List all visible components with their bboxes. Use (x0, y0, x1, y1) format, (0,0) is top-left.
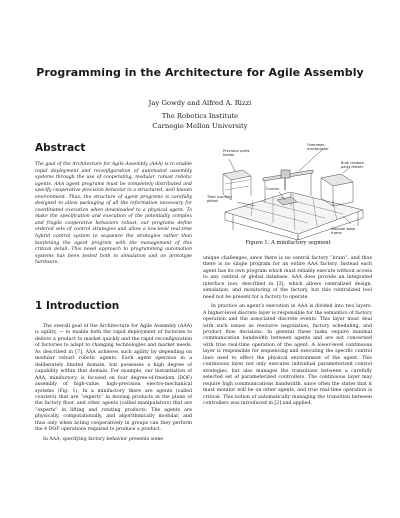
intro-paragraph-1: The overall goal of the Architecture for Agile Assembly (AAA) is agility, — to enable both the rapid deployment of factories to deliver a product to market quickly and the rapid reconfiguration of factories to adapt to changing technologies and market needs. As described in [7], AAA achieves such agility by depending on modular robust robotic agents. Each agent operates in a deliberately limited domain, but possesses a high degree of capability within that domain. For example, our instantiation of AAA, minifactory, is focused on four degree-of-freedom (DOF) assembly of high-value, high-precision electro-mechanical systems (Fig. 1). In a minifactory there are agents (called couriers) that are “experts” in moving products in the plane of the factory floor, and other agents (called manipulators) that are “experts” in lifting and rotating products. The agents are physically, computationally, and algorithmically modular, and thus only when acting cooperatively in groups can they perform the 4 DOF operations required to produce a product. (35, 324, 192, 433)
abstract-heading: Abstract (35, 142, 86, 154)
label-bulk-random-parts-feeder: Bulk random parts feeder (341, 161, 364, 170)
label-overhead-manipulator: Overhead manipulator (307, 143, 329, 152)
label-precision-parts-feeder: Precision parts feeder (223, 149, 250, 158)
label-courier: Courier (266, 187, 280, 191)
minifactory-figure (203, 140, 373, 240)
right-paragraph-1: unique challenges, since there is no central factory “brain”, and thus there is no single program for an entire AAA factory. Instead each agent has its own program which must reliably execute without access to any central or global database. AAA does provide an integrated interface tool, described in [3], which allows centralized design, simulation, and monitoring of the factory, but this centralized tool need not be present for a factory to operate. (203, 256, 372, 300)
author-university: Carnegie Mellon University (152, 122, 248, 130)
author-institution: The Robotics Institute (161, 112, 239, 120)
right-paragraph-2: In practice an agent’s execution in AAA is divided into two layers. A higher-level discrete layer is responsible for the semantics of factory operation and the associated discrete events. This layer must deal with such issues as resource negotiation, factory scheduling, and product flow decisions. In general these tasks require minimal communication bandwidth between agents and are not concerned with true real-time operation of the agent. A lower-level continuous layer is responsible for sequencing and executing the specific control laws used to effect the physical environment of the agent. This continuous layer not only executes individual parameterized control strategies, but also manages the transitions between a carefully selected set of parameterized controllers. The continuous layer may require high communications bandwidth, since often the states that it must monitor will be on other agents, and true real-time operation is critical. This notion of automatically managing the transition between controllers was introduced in [2] and applied, (203, 304, 372, 406)
abstract-text: The goal of the Architecture for Agile Assembly (AAA) is to enable rapid deployment and reconfiguration of automated assembly systems through the use of cooperating, modular, robust robotic agents. AAA agent programs must be completely distributed and specify cooperative precision behavior in a structured, well known environment. Thus, the structure of agent programs is carefully designed to allow packaging of all the information necessary for coordinated execution when downloaded to a physical agent. To make the specification and execution of the potentially complex and fragile cooperative behaviors robust, our programs define ordered sets of control strategies and allow a low-level real-time hybrid control system to sequence the strategies rather than burdening the agent program with the management of this critical detail. This novel approach to programming automation systems has been tested both in simulation and on prototype hardware. (35, 162, 192, 266)
figure-caption: Figure 1: A minifactory segment (245, 240, 331, 246)
introduction-column (35, 324, 192, 443)
introduction-heading: 1 Introduction (35, 300, 120, 312)
label-modular-base-frame: Modular base frame (331, 227, 356, 236)
right-column (203, 256, 372, 407)
paper-title: Programming in the Architecture for Agile Assembly (36, 66, 364, 79)
intro-paragraph-2: In AAA, specifying factory behavior presents some (43, 436, 164, 442)
label-tiled-courier-platen: Tiled (courier) platen (207, 195, 233, 204)
paper-authors: Jay Gowdy and Alfred A. Rizzi (148, 99, 252, 107)
